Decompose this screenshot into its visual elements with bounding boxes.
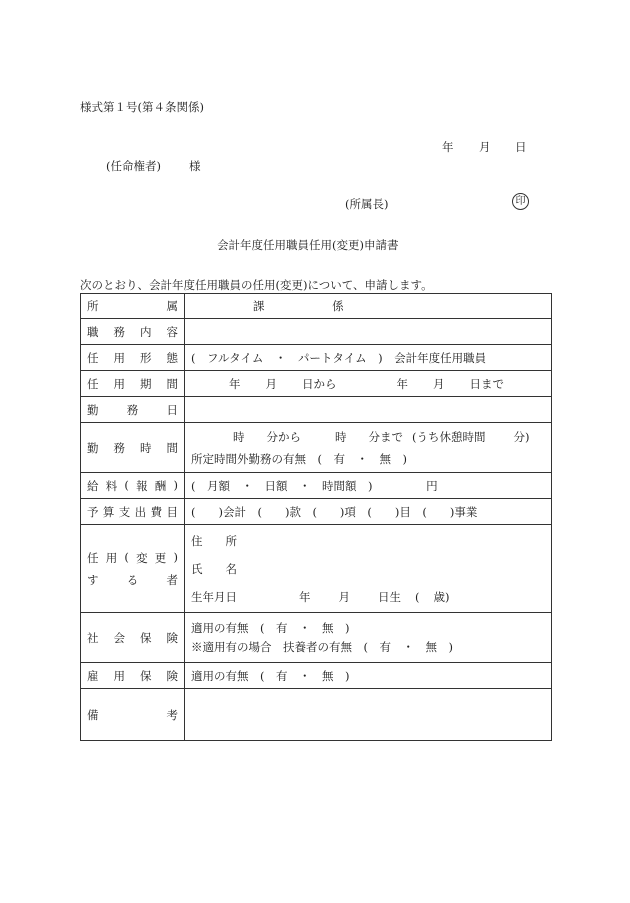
hours-until: 分まで xyxy=(368,429,403,444)
field-duties[interactable] xyxy=(185,319,552,345)
ka-label: 課 xyxy=(253,299,265,313)
appointer-label: (任命権者) xyxy=(106,159,161,173)
document-title: 会計年度任用職員任用(変更)申請書 xyxy=(217,238,399,252)
seal-icon: 印 xyxy=(512,193,529,210)
salary-options: ( 月額 ・ 日額 ・ 時間額 ) xyxy=(191,478,373,493)
age-open: ( xyxy=(415,589,420,604)
period-year2: 年 xyxy=(396,376,408,391)
label-remarks: 備 考 xyxy=(81,689,185,741)
label-salary: 給 料 ( 報 酬 ) xyxy=(81,473,185,499)
kakari-label: 係 xyxy=(332,299,344,313)
label-social: 社 会 保 険 xyxy=(81,613,185,663)
row-hours xyxy=(81,423,552,473)
label-period: 任 用 期 間 xyxy=(81,371,185,397)
field-employment[interactable]: 適用の有無 ( 有 ・ 無 ) xyxy=(185,663,552,689)
field-salary[interactable] xyxy=(185,473,552,499)
dept-head-label: (所属長) xyxy=(345,197,389,211)
label-form: 任 用 形 態 xyxy=(81,345,185,371)
field-affiliation[interactable] xyxy=(185,294,552,319)
form-number: 様式第１号(第４条関係) xyxy=(80,100,204,114)
label-appointee: 任 用 ( 変 更 ) す る 者 xyxy=(81,525,185,613)
age-label: 歳) xyxy=(433,589,450,604)
social-line1: 適用の有無 ( 有 ・ 無 ) xyxy=(191,621,350,635)
birth-day: 日生 xyxy=(378,589,401,604)
row-affiliation xyxy=(81,294,552,319)
date-year-label: 年 xyxy=(442,140,454,154)
label-workdays: 勤 務 日 xyxy=(81,397,185,423)
date-day-label: 日 xyxy=(515,140,527,154)
period-from: 日から xyxy=(302,376,337,391)
application-table xyxy=(80,293,552,741)
sama-label: 様 xyxy=(189,159,201,173)
label-duties: 職 務 内 容 xyxy=(81,319,185,345)
period-year1: 年 xyxy=(229,376,241,391)
row-remarks xyxy=(81,689,552,741)
appointee-name: 氏 名 xyxy=(191,561,237,576)
row-appointee xyxy=(81,525,552,613)
row-workdays xyxy=(81,397,552,423)
field-period[interactable] xyxy=(185,371,552,397)
salary-yen: 円 xyxy=(426,478,438,493)
field-workdays[interactable] xyxy=(185,397,552,423)
hours-from: 分から xyxy=(266,429,301,444)
row-form xyxy=(81,345,552,371)
label-hours: 勤 務 時 間 xyxy=(81,423,185,473)
row-salary xyxy=(81,473,552,499)
row-duties xyxy=(81,319,552,345)
appointee-address: 住 所 xyxy=(191,533,237,548)
hours-break-close: 分) xyxy=(513,429,530,444)
hours-break-open: (うち休憩時間 xyxy=(412,429,486,444)
overtime-text: 所定時間外勤務の有無 ( 有 ・ 無 ) xyxy=(191,451,407,466)
row-employment xyxy=(81,663,552,689)
field-budget[interactable]: ( )会計 ( )款 ( )項 ( )目 ( )事業 xyxy=(185,499,552,525)
label-employment: 雇 用 保 険 xyxy=(81,663,185,689)
social-line2: ※適用有の場合 扶養者の有無 ( 有 ・ 無 ) xyxy=(191,640,453,654)
label-affiliation-char1: 所 xyxy=(87,299,99,313)
field-social[interactable] xyxy=(185,613,552,663)
period-month2: 月 xyxy=(433,376,445,391)
hours-hour2: 時 xyxy=(335,429,347,444)
appointee-birth: 生年月日 xyxy=(191,589,237,604)
label-budget: 予 算 支 出 費 目 xyxy=(81,499,185,525)
period-until: 日まで xyxy=(469,376,504,391)
date-month-label: 月 xyxy=(479,140,491,154)
period-month1: 月 xyxy=(265,376,277,391)
label-affiliation-char2: 属 xyxy=(166,299,178,313)
row-period xyxy=(81,371,552,397)
field-hours[interactable] xyxy=(185,423,552,473)
intro-text: 次のとおり、会計年度任用職員の任用(変更)について、申請します。 xyxy=(80,278,433,292)
field-appointee[interactable] xyxy=(185,525,552,613)
label-affiliation xyxy=(81,294,185,319)
row-budget xyxy=(81,499,552,525)
field-remarks[interactable] xyxy=(185,689,552,741)
birth-month: 月 xyxy=(338,589,350,604)
hours-hour1: 時 xyxy=(233,429,245,444)
row-social xyxy=(81,613,552,663)
field-form[interactable]: ( フルタイム ・ パートタイム ) 会計年度任用職員 xyxy=(185,345,552,371)
birth-year: 年 xyxy=(299,589,311,604)
